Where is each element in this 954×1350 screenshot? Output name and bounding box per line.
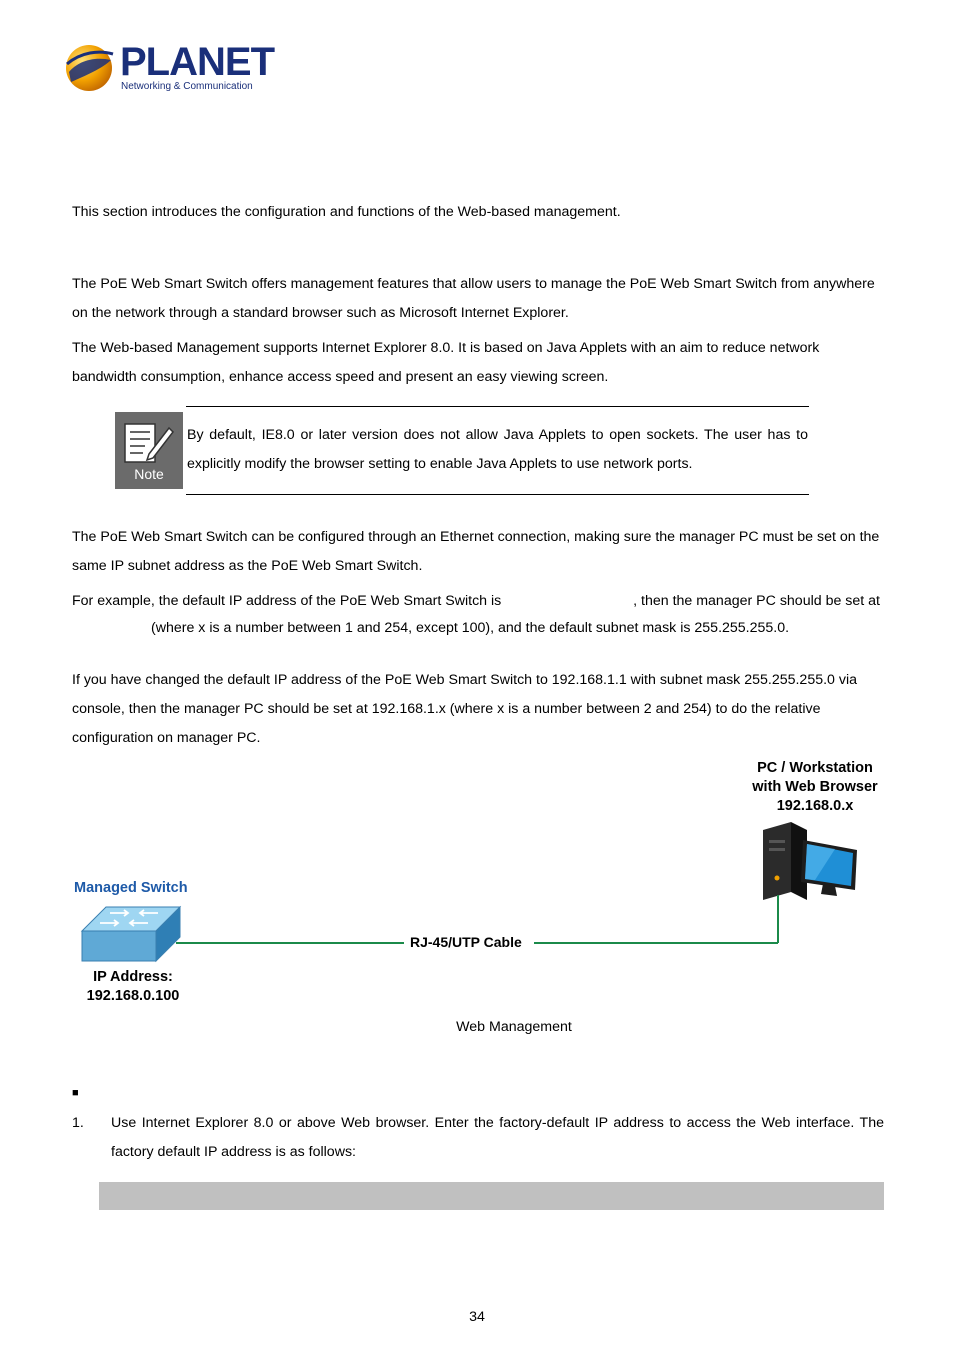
planet-globe-icon: [63, 42, 115, 94]
paragraph-changed-ip: If you have changed the default IP address of the PoE Web Smart Switch to 192.168.1.1 with subnet mask 255.255.255.0 via console, then the manager PC should be set at 192.168.1.x (where x is a number between 2 and 254) to do the relative configuration on manager PC.: [72, 672, 858, 746]
note-label: Note: [134, 466, 164, 482]
step-1-number: 1.: [72, 1115, 84, 1131]
pc-label-line2: with Web Browser: [752, 779, 878, 795]
example-text-b: , then the manager PC should be set at: [633, 593, 880, 609]
pc-label-line3: 192.168.0.x: [776, 798, 854, 814]
paragraph-management-features: The PoE Web Smart Switch offers management features that allow users to manage the PoE Web Smart Switch from anywhere on the network through a standard browser such as Microsoft Internet Explorer.: [72, 276, 875, 321]
paragraph-java-applets: The Web-based Management supports Internet Explorer 8.0. It is based on Java Applets with an aim to reduce network bandwidth consumption, enhance access speed and present an easy viewing screen.: [72, 340, 820, 385]
switch-ip-block: [60, 968, 206, 1006]
ip-address-bar: [99, 1182, 884, 1210]
switch-ip-value: 192.168.0.100: [86, 988, 180, 1004]
bullet-marker: ■: [72, 1087, 79, 1099]
cable-label: RJ-45/UTP Cable: [410, 934, 522, 950]
step-1-text: Use Internet Explorer 8.0 or above Web browser. Enter the factory-default IP address to access the Web interface. The factory default IP address is as follows:: [111, 1115, 884, 1160]
pc-workstation-icon: [755, 820, 865, 905]
diagram-caption: Web Management: [456, 1019, 572, 1035]
note-text: By default, IE8.0 or later version does not allow Java Applets to open sockets. The user has to explicitly modify the browser setting to enable Java Applets to use network ports.: [187, 427, 808, 472]
intro-paragraph: This section introduces the configuration and functions of the Web-based management.: [72, 204, 621, 220]
switch-ip-label: IP Address:: [93, 969, 173, 985]
switch-title: Managed Switch: [74, 880, 188, 896]
logo-tagline: Networking & Communication: [121, 81, 253, 92]
page-number: 34: [469, 1309, 485, 1325]
pc-label: [720, 759, 910, 816]
note-bottom-rule: [186, 494, 809, 495]
managed-switch-icon: [80, 905, 185, 965]
example-text-c: (where x is a number between 1 and 254, except 100), and the default subnet mask is 255.255.255.0.: [151, 620, 790, 636]
note-icon: [115, 412, 183, 489]
note-top-rule: [186, 406, 809, 407]
logo-name: PLANET: [120, 40, 274, 84]
pc-label-line1: PC / Workstation: [757, 760, 873, 776]
paragraph-ethernet-config: The PoE Web Smart Switch can be configured through an Ethernet connection, making sure the manager PC must be set on the same IP subnet address as the PoE Web Smart Switch.: [72, 529, 880, 574]
example-text-a: For example, the default IP address of the PoE Web Smart Switch is: [72, 593, 502, 609]
